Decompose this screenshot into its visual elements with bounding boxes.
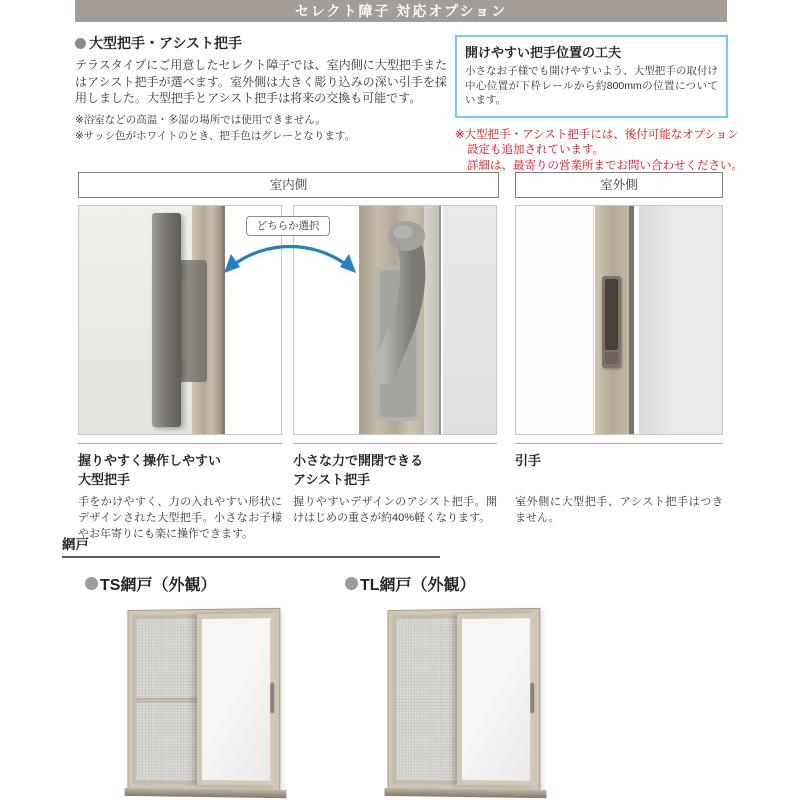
glass-panel bbox=[457, 613, 535, 786]
handle-section-notes bbox=[75, 112, 447, 144]
screen-panel bbox=[392, 614, 465, 785]
pull-recess bbox=[605, 279, 618, 350]
red-note-line3: 詳細は、最寄りの営業所までお問い合わせください。 bbox=[467, 159, 743, 172]
red-note-line1: ※大型把手・アシスト把手には、後付可能なオプション bbox=[455, 128, 739, 141]
handle-section-heading-text: 大型把手・アシスト把手 bbox=[89, 35, 243, 51]
caption-body: 握りやすいデザインのアシスト把手。開けはじめの重さが約40%軽くなります。 bbox=[293, 496, 497, 524]
glass-panel-handle bbox=[270, 683, 274, 713]
double-arrow-icon bbox=[218, 236, 362, 276]
note-sash-color: ※サッシ色がホワイトのとき、把手色はグレーとなります。 bbox=[75, 129, 356, 142]
glass-panel bbox=[197, 613, 275, 786]
caption-title-line1: 握りやすく操作しやすい bbox=[78, 453, 222, 468]
section-divider bbox=[62, 556, 440, 558]
handle-position-tip-box bbox=[455, 35, 728, 118]
screens-section-heading: 網戸 bbox=[62, 537, 89, 552]
bullet-icon bbox=[345, 577, 358, 590]
page-title: セレクト障子 対応オプション bbox=[75, 0, 727, 22]
pull-handle-photo bbox=[515, 205, 723, 435]
bullet-icon bbox=[85, 577, 98, 590]
caption-title-line1: 小さな力で開閉できる bbox=[293, 453, 424, 468]
note-bathroom: ※浴室などの高温・多湿の場所では使用できません。 bbox=[75, 113, 326, 126]
caption-body: 室外側に大型把手、アシスト把手はつきません。 bbox=[515, 496, 723, 524]
screen-mid-rail bbox=[136, 698, 201, 703]
door-sill bbox=[125, 788, 287, 798]
ts-screen-label-text: TS網戸（外観） bbox=[100, 577, 217, 594]
ts-screen-door-illustration bbox=[126, 609, 280, 797]
tip-box-title: 開けやすい把手位置の工夫 bbox=[465, 45, 622, 60]
recessed-pull-graphic bbox=[602, 276, 621, 368]
bullet-icon bbox=[75, 38, 86, 49]
glass-panel bbox=[639, 206, 722, 434]
caption-title bbox=[293, 451, 497, 491]
red-note-line2: 設定も追加されています。 bbox=[467, 144, 605, 156]
screen-panel bbox=[132, 614, 205, 785]
door-frame bbox=[127, 608, 280, 791]
large-handle-caption bbox=[78, 443, 282, 542]
tip-box-body: 小さなお子様でも開けやすいよう、大型把手の取付け中心位置が下枠レールから約800mmの位置についています。 bbox=[465, 65, 718, 106]
option-red-note bbox=[455, 128, 743, 175]
handle-intro-section bbox=[75, 33, 447, 144]
caption-title-line1: 引手 bbox=[515, 453, 542, 468]
door-sill bbox=[385, 788, 547, 798]
large-handle-bar bbox=[152, 213, 181, 427]
pull-handle-caption bbox=[515, 443, 723, 526]
caption-title-line2: アシスト把手 bbox=[293, 472, 371, 487]
pull-cap bbox=[605, 352, 618, 364]
choice-label: どちらか選択 bbox=[246, 216, 330, 236]
tl-screen-label bbox=[345, 572, 476, 595]
ts-screen-label bbox=[85, 572, 216, 595]
screen-mesh bbox=[396, 618, 461, 781]
caption-title-line2: 大型把手 bbox=[78, 472, 131, 487]
glass-panel-handle bbox=[530, 683, 534, 713]
tl-screen-label-text: TL網戸（外観） bbox=[360, 577, 476, 594]
handle-section-body: テラスタイプにご用意したセレクト障子では、室内側に大型把手またはアシスト把手が選べます。室外側は大きく彫り込みの深い引手を採用しました。大型把手とアシスト把手は将来の交換も可能です。 bbox=[75, 58, 447, 105]
handle-section-heading bbox=[75, 33, 447, 53]
door-body bbox=[127, 608, 280, 798]
caption-title bbox=[78, 451, 282, 491]
handle-position-column bbox=[455, 35, 743, 174]
outdoor-side-header: 室外側 bbox=[515, 172, 723, 198]
wall-background bbox=[516, 206, 594, 434]
assist-handle-caption bbox=[293, 443, 497, 526]
caption-title bbox=[515, 451, 723, 491]
door-frame bbox=[387, 608, 540, 791]
caption-body: 手をかけやすく、力の入れやすい形状にデザインされた大型把手。小さなお子様やお年寄りにも楽に操作できます。 bbox=[78, 496, 282, 540]
indoor-side-header: 室内側 bbox=[78, 172, 499, 198]
door-body bbox=[387, 608, 540, 798]
tl-screen-door-illustration bbox=[386, 609, 540, 797]
